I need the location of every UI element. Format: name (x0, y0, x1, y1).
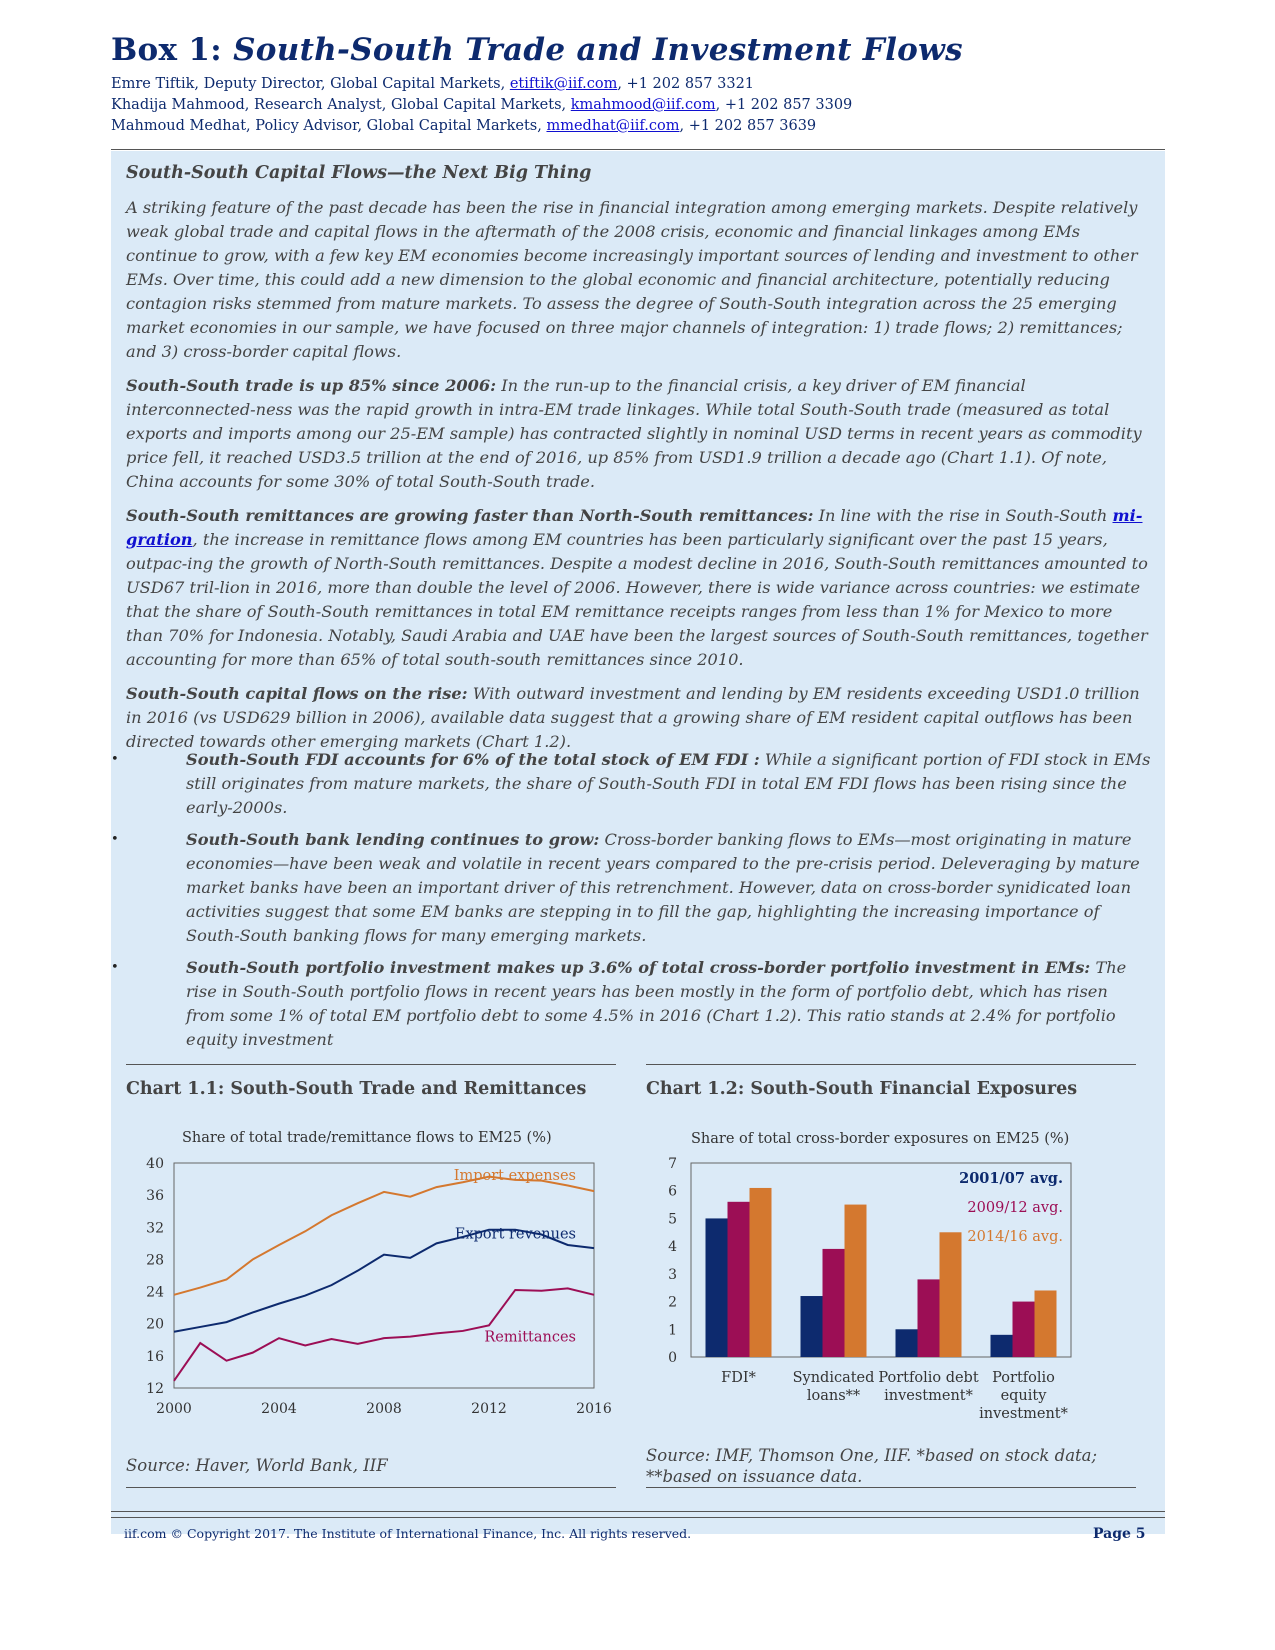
chart1-y-tick-label: 40 (146, 1156, 164, 1172)
header-divider (111, 149, 1165, 150)
author-phone: , +1 202 857 3321 (617, 76, 755, 92)
author-line (111, 95, 1161, 116)
chart1-y-tick-label: 20 (146, 1316, 164, 1333)
chart1-top-rule (126, 1064, 616, 1065)
chart2-bar (940, 1232, 962, 1357)
bullet-lead: South-South FDI accounts for 6% of the total stock of EM FDI : (186, 750, 760, 769)
chart2-bar (728, 1202, 750, 1357)
bullet-item (111, 828, 1151, 948)
chart2-bar (801, 1296, 823, 1357)
author-email-link[interactable]: etiftik@iif.com (509, 76, 618, 92)
page-header (111, 26, 1161, 137)
chart1-y-tick-label: 16 (146, 1348, 164, 1365)
chart2-source-line: Source: IMF, Thomson One, IIF. *based on stock data; (646, 1446, 1098, 1465)
chart1-series-label: Import expenses (453, 1167, 576, 1184)
chart1-y-tick-label: 36 (146, 1188, 164, 1205)
chart1-x-tick-label: 2008 (366, 1401, 402, 1417)
chart2-y-tick-label: 6 (668, 1183, 677, 1200)
chart2-bar (706, 1218, 728, 1357)
chart2-legend-entry: 2001/07 avg. (959, 1170, 1063, 1187)
chart2-legend-entry: 2009/12 avg. (967, 1200, 1063, 1216)
chart2-top-rule (646, 1064, 1136, 1065)
remittance-text: , the increase in remittance flows among EM countries has been particularly significant over the past 15 years, outpac-ing the growth of North-South remittances. Despite a modest decline in 2016, South-South remittances amounted to USD67 tril-lion in 2016, more than double the level of 2006. However, there is wide variance across countries: we estimate that the share of South-South remittances in total EM remittance receipts ranges from less than 1% for Mexico to more than 70% for Indonesia. Notably, Saudi Arabia and UAE have been the largest sources of South-South remittances, together accounting for more than 65% of total south-south remittances since 2010. (126, 530, 1148, 669)
chart2-bar (1013, 1302, 1035, 1357)
chart1-title: Chart 1.1: South-South Trade and Remittances (126, 1079, 587, 1099)
chart2-bottom-rule (646, 1487, 1136, 1488)
chart2-y-tick-label: 7 (668, 1156, 677, 1172)
bullet-item (111, 956, 1151, 1052)
footer-rule-bottom (111, 1517, 1165, 1518)
chart2-y-tick-label: 1 (668, 1322, 677, 1339)
chart1-x-tick-label: 2016 (576, 1401, 612, 1417)
chart2-category-label: Portfolio (992, 1370, 1055, 1386)
footer-rule-top (111, 1511, 1165, 1512)
chart2-title: Chart 1.2: South-South Financial Exposures (646, 1079, 1078, 1099)
author-info: Khadija Mahmood, Research Analyst, Global Capital Markets, (111, 97, 571, 113)
body-text (126, 160, 1151, 764)
trade-paragraph (126, 374, 1151, 494)
chart1-y-tick-label: 12 (146, 1381, 164, 1397)
chart1-series-label: Export revenues (454, 1226, 576, 1243)
chart1-source: Source: Haver, World Bank, IIF (126, 1456, 388, 1475)
chart2-bar (823, 1249, 845, 1357)
bullet-text: Cross-border banking flows to EMs—most originating in mature economies—have been weak and volatile in recent years compared to the pre-crisis period. Deleveraging by mature market banks have been an important driver of this retrenchment. However, data on cross-border synidicated loan activities suggest that some EM banks are stepping in to fill the gap, highlighting the increasing importance of South-South banking flows for many emerging markets. (186, 830, 1140, 945)
chart2-bar (1035, 1290, 1057, 1357)
bullet-list (111, 748, 1151, 1060)
chart2-y-tick-label: 0 (668, 1350, 677, 1366)
trade-lead: South-South trade is up 85% since 2006: (126, 376, 497, 395)
capital-lead: South-South capital flows on the rise: (126, 684, 468, 703)
author-email-link[interactable]: kmahmood@iif.com (570, 97, 716, 113)
author-info: Emre Tiftik, Deputy Director, Global Capital Markets, (111, 76, 510, 92)
chart2-category-label: investment* (979, 1406, 1068, 1422)
chart2-source (646, 1445, 1097, 1487)
bullet-dot-icon: • (111, 752, 119, 767)
page-title (111, 26, 1161, 74)
chart2-category-label: Portfolio debt (878, 1370, 979, 1386)
bullet-text: The rise in South-South portfolio flows in recent years has been mostly in the form of portfolio debt, which has risen from some 1% of total EM portfolio debt to some 4.5% in 2016 (Chart 1.2). This ratio stands at 2.4% for portfolio equity investment (186, 958, 1127, 1049)
chart2-bar (896, 1329, 918, 1357)
author-phone: , +1 202 857 3639 (679, 118, 817, 134)
capital-text: With outward investment and lending by EM residents exceeding USD1.0 trillion in 2016 (vs USD629 billion in 2006), available data suggest that a growing share of EM resident capital outflows has been directed towards other emerging markets (Chart 1.2). (126, 684, 1140, 751)
chart1-subtitle: Share of total trade/remittance flows to EM25 (%) (182, 1130, 552, 1146)
chart1-x-tick-label: 2000 (156, 1401, 192, 1417)
author-info: Mahmoud Medhat, Policy Advisor, Global Capital Markets, (111, 118, 547, 134)
chart1-line-chart (126, 1145, 626, 1435)
chart1-x-tick-label: 2004 (261, 1401, 297, 1417)
bullet-dot-icon: • (111, 832, 119, 847)
chart1-series-label: Remittances (484, 1329, 576, 1346)
chart2-y-tick-label: 5 (668, 1211, 677, 1228)
chart1-bottom-rule (126, 1487, 616, 1488)
capital-paragraph (126, 682, 1151, 754)
chart2-legend-entry: 2014/16 avg. (967, 1229, 1063, 1245)
bullet-lead: South-South portfolio investment makes up 3.6% of total cross-border portfolio investment in EMs: (186, 958, 1091, 977)
intro-paragraph: A striking feature of the past decade has been the rise in financial integration among emerging markets. Despite relatively weak global trade and capital flows in the aftermath of the 2008 crisis, economic and financial linkages among EMs continue to grow, with a few key EM economies become increasingly important sources of lending and investment to other EMs. Over time, this could add a new dimension to the global economic and financial architecture, potentially reducing contagion risks stemmed from mature markets. To assess the degree of South-South integration across the 25 emerging market economies in our sample, we have focused on three major channels of integration: 1) trade flows; 2) remittances; and 3) cross-border capital flows. (126, 198, 1138, 361)
chart1-y-tick-label: 28 (146, 1252, 164, 1269)
trade-text: In the run-up to the financial crisis, a key driver of EM financial interconnected-ness was the rapid growth in intra-EM trade linkages. While total South-South trade (measured as total exports and imports among our 25-EM sample) has contracted slightly in nominal USD terms in recent years as commodity price fell, it reached USD3.5 trillion at the end of 2016, up 85% from USD1.9 trillion a decade ago (Chart 1.1). Of note, China accounts for some 30% of total South-South trade. (126, 376, 1142, 491)
remittance-pre: In line with the rise in South-South (813, 506, 1113, 525)
chart1-x-tick-label: 2012 (471, 1401, 507, 1417)
bullet-text: While a significant portion of FDI stock in EMs still originates from mature markets, the share of South-South FDI in total EM FDI flows has been rising since the early-2000s. (186, 750, 1151, 817)
section-title: South-South Capital Flows—the Next Big Thing (126, 163, 592, 183)
chart1-series-line (174, 1230, 594, 1332)
chart2-category-label: loans** (806, 1388, 861, 1404)
author-email-link[interactable]: mmedhat@iif.com (546, 118, 680, 134)
remittance-lead: South-South remittances are growing faster than North-South remittances: (126, 506, 814, 525)
chart2-y-tick-label: 4 (668, 1239, 677, 1256)
chart2-category-label: equity (1000, 1388, 1047, 1404)
copyright-text: iif.com © Copyright 2017. The Institute of International Finance, Inc. All rights reserved. (124, 1526, 692, 1541)
chart2-bar (750, 1188, 772, 1357)
chart2-bar (845, 1205, 867, 1357)
chart2-category-label: FDI* (721, 1370, 756, 1386)
chart2-category-label: Syndicated (792, 1370, 875, 1386)
migration-link[interactable]: mi-gration (126, 506, 1143, 549)
title-main: South-South Trade and Investment Flows (233, 32, 963, 68)
title-prefix: Box 1: (111, 32, 234, 68)
chart2-source-line: **based on issuance data. (646, 1467, 863, 1486)
chart2-bar (918, 1279, 940, 1357)
bullet-item (111, 748, 1151, 820)
page-number: Page 5 (1093, 1526, 1146, 1542)
chart1-y-tick-label: 32 (146, 1220, 164, 1237)
chart2-bar (991, 1335, 1013, 1357)
bullet-lead: South-South bank lending continues to grow: (186, 830, 600, 849)
chart2-y-tick-label: 3 (668, 1266, 677, 1283)
chart2-bar-chart (646, 1145, 1146, 1435)
chart2-category-label: investment* (884, 1388, 973, 1404)
author-line (111, 74, 1161, 95)
author-phone: , +1 202 857 3309 (715, 97, 853, 113)
chart1-y-tick-label: 24 (146, 1284, 164, 1301)
bullet-dot-icon: • (111, 960, 119, 975)
chart2-subtitle: Share of total cross-border exposures on EM25 (%) (691, 1131, 1070, 1147)
chart1-plot-frame (174, 1163, 594, 1388)
author-line (111, 116, 1161, 137)
chart2-y-tick-label: 2 (668, 1294, 677, 1311)
remittance-paragraph (126, 504, 1151, 672)
